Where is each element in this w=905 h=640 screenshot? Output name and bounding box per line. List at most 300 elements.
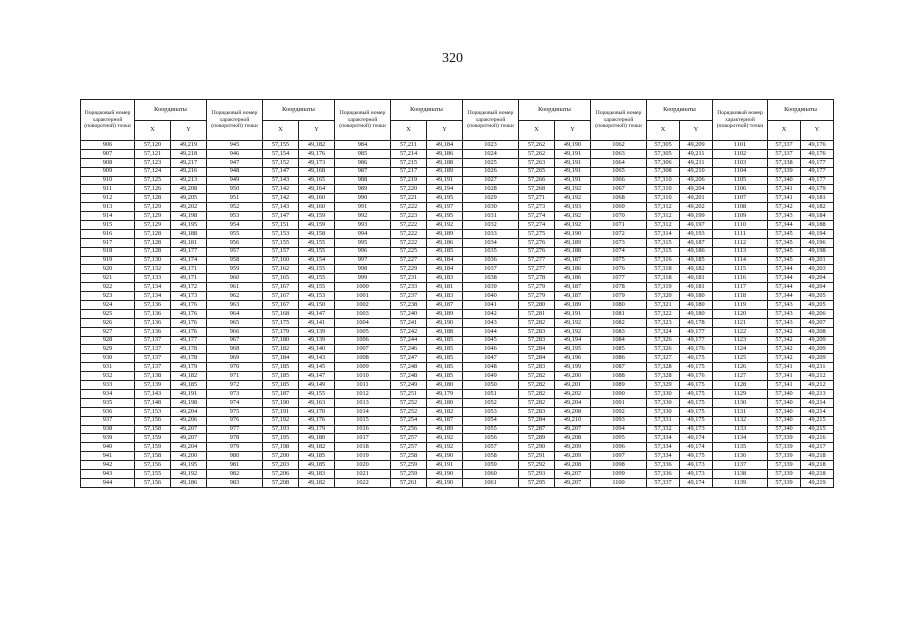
x-coordinate-cell: 57,185 bbox=[263, 363, 299, 372]
point-number-cell: 1026 bbox=[463, 167, 519, 176]
y-coordinate-cell: 49,187 bbox=[680, 238, 713, 247]
table-row bbox=[81, 167, 834, 176]
y-coordinate-cell: 49,191 bbox=[171, 389, 207, 398]
y-coordinate-cell: 49,150 bbox=[299, 301, 335, 310]
point-number-cell: 1052 bbox=[463, 398, 519, 407]
point-number-cell: 1083 bbox=[591, 327, 647, 336]
table-row bbox=[81, 452, 834, 461]
y-coordinate-cell: 49,194 bbox=[427, 185, 463, 194]
point-number-cell: 1113 bbox=[713, 247, 768, 256]
y-coordinate-cell: 49,173 bbox=[680, 461, 713, 470]
x-coordinate-cell: 57,244 bbox=[391, 336, 427, 345]
y-coordinate-cell: 49,189 bbox=[427, 229, 463, 238]
y-coordinate-cell: 49,143 bbox=[299, 354, 335, 363]
point-number-cell: 1004 bbox=[335, 318, 391, 327]
point-number-cell: 989 bbox=[335, 185, 391, 194]
point-number-cell: 1127 bbox=[713, 372, 768, 381]
x-coordinate-cell: 57,136 bbox=[135, 301, 171, 310]
point-number-cell: 1039 bbox=[463, 283, 519, 292]
point-number-cell: 1118 bbox=[713, 292, 768, 301]
x-coordinate-cell: 57,225 bbox=[391, 247, 427, 256]
x-coordinate-cell: 57,263 bbox=[519, 158, 555, 167]
x-coordinate-cell: 57,257 bbox=[391, 434, 427, 443]
x-coordinate-cell: 57,326 bbox=[647, 336, 680, 345]
point-number-cell: 1115 bbox=[713, 265, 768, 274]
x-coordinate-cell: 57,143 bbox=[263, 203, 299, 212]
x-coordinate-cell: 57,254 bbox=[391, 416, 427, 425]
y-coordinate-cell: 49,173 bbox=[680, 425, 713, 434]
y-coordinate-cell: 49,176 bbox=[171, 301, 207, 310]
point-number-cell: 1139 bbox=[713, 478, 768, 487]
point-number-cell: 1106 bbox=[713, 185, 768, 194]
x-coordinate-cell: 57,190 bbox=[263, 398, 299, 407]
x-coordinate-cell: 57,154 bbox=[263, 149, 299, 158]
y-coordinate-cell: 49,185 bbox=[680, 256, 713, 265]
y-coordinate-cell: 49,159 bbox=[299, 212, 335, 221]
x-coordinate-cell: 57,321 bbox=[647, 301, 680, 310]
point-number-cell: 976 bbox=[207, 416, 263, 425]
point-number-cell: 991 bbox=[335, 203, 391, 212]
header-y: Y bbox=[801, 121, 834, 141]
table-row bbox=[81, 301, 834, 310]
point-number-cell: 1061 bbox=[463, 478, 519, 487]
point-number-cell: 1087 bbox=[591, 363, 647, 372]
y-coordinate-cell: 49,204 bbox=[801, 283, 834, 292]
y-coordinate-cell: 49,140 bbox=[299, 345, 335, 354]
point-number-cell: 972 bbox=[207, 381, 263, 390]
point-number-cell: 1002 bbox=[335, 301, 391, 310]
y-coordinate-cell: 49,192 bbox=[555, 212, 591, 221]
y-coordinate-cell: 49,180 bbox=[680, 292, 713, 301]
table-row bbox=[81, 354, 834, 363]
table-row bbox=[81, 434, 834, 443]
point-number-cell: 1014 bbox=[335, 407, 391, 416]
point-number-cell: 933 bbox=[81, 381, 135, 390]
header-y: Y bbox=[427, 121, 463, 141]
x-coordinate-cell: 57,185 bbox=[263, 381, 299, 390]
x-coordinate-cell: 57,289 bbox=[519, 434, 555, 443]
point-number-cell: 1066 bbox=[591, 176, 647, 185]
point-number-cell: 1054 bbox=[463, 416, 519, 425]
x-coordinate-cell: 57,222 bbox=[391, 238, 427, 247]
x-coordinate-cell: 57,221 bbox=[391, 194, 427, 203]
x-coordinate-cell: 57,180 bbox=[263, 336, 299, 345]
y-coordinate-cell: 49,206 bbox=[801, 309, 834, 318]
x-coordinate-cell: 57,266 bbox=[519, 176, 555, 185]
y-coordinate-cell: 49,176 bbox=[801, 141, 834, 150]
x-coordinate-cell: 57,262 bbox=[519, 141, 555, 150]
y-coordinate-cell: 49,191 bbox=[427, 176, 463, 185]
x-coordinate-cell: 57,343 bbox=[768, 212, 801, 221]
point-number-cell: 1001 bbox=[335, 292, 391, 301]
point-number-cell: 1119 bbox=[713, 301, 768, 310]
point-number-cell: 1078 bbox=[591, 283, 647, 292]
y-coordinate-cell: 49,175 bbox=[680, 416, 713, 425]
x-coordinate-cell: 57,248 bbox=[391, 363, 427, 372]
y-coordinate-cell: 49,188 bbox=[427, 158, 463, 167]
point-number-cell: 1071 bbox=[591, 221, 647, 230]
point-number-cell: 1131 bbox=[713, 407, 768, 416]
x-coordinate-cell: 57,142 bbox=[263, 194, 299, 203]
y-coordinate-cell: 49,176 bbox=[171, 309, 207, 318]
y-coordinate-cell: 49,198 bbox=[171, 212, 207, 221]
y-coordinate-cell: 49,205 bbox=[801, 301, 834, 310]
x-coordinate-cell: 57,284 bbox=[519, 416, 555, 425]
x-coordinate-cell: 57,341 bbox=[768, 372, 801, 381]
header-coordinates: Координаты bbox=[519, 100, 591, 121]
y-coordinate-cell: 49,197 bbox=[427, 203, 463, 212]
point-number-cell: 1037 bbox=[463, 265, 519, 274]
point-number-cell: 1075 bbox=[591, 256, 647, 265]
point-number-cell: 949 bbox=[207, 176, 263, 185]
point-number-cell: 1042 bbox=[463, 309, 519, 318]
y-coordinate-cell: 49,209 bbox=[801, 336, 834, 345]
point-number-cell: 907 bbox=[81, 149, 135, 158]
x-coordinate-cell: 57,277 bbox=[519, 256, 555, 265]
y-coordinate-cell: 49,180 bbox=[427, 398, 463, 407]
point-number-cell: 918 bbox=[81, 247, 135, 256]
point-number-cell: 1092 bbox=[591, 407, 647, 416]
x-coordinate-cell: 57,344 bbox=[768, 274, 801, 283]
point-number-cell: 1072 bbox=[591, 229, 647, 238]
table-row bbox=[81, 309, 834, 318]
x-coordinate-cell: 57,343 bbox=[768, 301, 801, 310]
x-coordinate-cell: 57,158 bbox=[135, 425, 171, 434]
y-coordinate-cell: 49,180 bbox=[680, 309, 713, 318]
y-coordinate-cell: 49,208 bbox=[555, 407, 591, 416]
y-coordinate-cell: 49,195 bbox=[427, 194, 463, 203]
y-coordinate-cell: 49,183 bbox=[427, 274, 463, 283]
point-number-cell: 986 bbox=[335, 158, 391, 167]
y-coordinate-cell: 49,185 bbox=[427, 363, 463, 372]
x-coordinate-cell: 57,220 bbox=[391, 185, 427, 194]
y-coordinate-cell: 49,176 bbox=[801, 149, 834, 158]
y-coordinate-cell: 49,191 bbox=[555, 176, 591, 185]
x-coordinate-cell: 57,242 bbox=[391, 327, 427, 336]
point-number-cell: 1047 bbox=[463, 354, 519, 363]
point-number-cell: 970 bbox=[207, 363, 263, 372]
x-coordinate-cell: 57,193 bbox=[263, 425, 299, 434]
table-row bbox=[81, 469, 834, 478]
y-coordinate-cell: 49,179 bbox=[801, 185, 834, 194]
point-number-cell: 963 bbox=[207, 301, 263, 310]
y-coordinate-cell: 49,193 bbox=[555, 203, 591, 212]
point-number-cell: 1038 bbox=[463, 274, 519, 283]
point-number-cell: 1095 bbox=[591, 434, 647, 443]
x-coordinate-cell: 57,273 bbox=[519, 203, 555, 212]
point-number-cell: 950 bbox=[207, 185, 263, 194]
x-coordinate-cell: 57,330 bbox=[647, 398, 680, 407]
x-coordinate-cell: 57,128 bbox=[135, 194, 171, 203]
x-coordinate-cell: 57,156 bbox=[135, 416, 171, 425]
y-coordinate-cell: 49,187 bbox=[427, 301, 463, 310]
y-coordinate-cell: 49,179 bbox=[299, 425, 335, 434]
x-coordinate-cell: 57,187 bbox=[263, 389, 299, 398]
x-coordinate-cell: 57,128 bbox=[135, 238, 171, 247]
y-coordinate-cell: 49,182 bbox=[680, 265, 713, 274]
x-coordinate-cell: 57,344 bbox=[768, 292, 801, 301]
x-coordinate-cell: 57,291 bbox=[519, 452, 555, 461]
x-coordinate-cell: 57,159 bbox=[135, 434, 171, 443]
x-coordinate-cell: 57,222 bbox=[391, 229, 427, 238]
table-row bbox=[81, 345, 834, 354]
y-coordinate-cell: 49,209 bbox=[555, 443, 591, 452]
x-coordinate-cell: 57,334 bbox=[647, 434, 680, 443]
y-coordinate-cell: 49,186 bbox=[680, 247, 713, 256]
y-coordinate-cell: 49,205 bbox=[801, 292, 834, 301]
point-number-cell: 1102 bbox=[713, 149, 768, 158]
point-number-cell: 1094 bbox=[591, 425, 647, 434]
point-number-cell: 1045 bbox=[463, 336, 519, 345]
point-number-cell: 997 bbox=[335, 256, 391, 265]
x-coordinate-cell: 57,160 bbox=[263, 256, 299, 265]
x-coordinate-cell: 57,247 bbox=[391, 354, 427, 363]
point-number-cell: 1124 bbox=[713, 345, 768, 354]
point-number-cell: 1063 bbox=[591, 149, 647, 158]
point-number-cell: 964 bbox=[207, 309, 263, 318]
point-number-cell: 1027 bbox=[463, 176, 519, 185]
point-number-cell: 957 bbox=[207, 247, 263, 256]
point-number-cell: 1123 bbox=[713, 336, 768, 345]
x-coordinate-cell: 57,233 bbox=[391, 283, 427, 292]
y-coordinate-cell: 49,213 bbox=[801, 389, 834, 398]
table-row bbox=[81, 149, 834, 158]
y-coordinate-cell: 49,171 bbox=[171, 265, 207, 274]
x-coordinate-cell: 57,284 bbox=[519, 345, 555, 354]
y-coordinate-cell: 49,147 bbox=[299, 372, 335, 381]
y-coordinate-cell: 49,208 bbox=[555, 461, 591, 470]
point-number-cell: 1122 bbox=[713, 327, 768, 336]
x-coordinate-cell: 57,312 bbox=[647, 221, 680, 230]
y-coordinate-cell: 49,215 bbox=[801, 416, 834, 425]
y-coordinate-cell: 49,199 bbox=[680, 212, 713, 221]
table-row bbox=[81, 416, 834, 425]
point-number-cell: 1104 bbox=[713, 167, 768, 176]
x-coordinate-cell: 57,341 bbox=[768, 381, 801, 390]
x-coordinate-cell: 57,308 bbox=[647, 167, 680, 176]
x-coordinate-cell: 57,274 bbox=[519, 221, 555, 230]
x-coordinate-cell: 57,338 bbox=[768, 158, 801, 167]
y-coordinate-cell: 49,182 bbox=[299, 478, 335, 487]
y-coordinate-cell: 49,145 bbox=[299, 363, 335, 372]
x-coordinate-cell: 57,282 bbox=[519, 398, 555, 407]
x-coordinate-cell: 57,341 bbox=[768, 194, 801, 203]
x-coordinate-cell: 57,158 bbox=[135, 452, 171, 461]
point-number-cell: 1056 bbox=[463, 434, 519, 443]
x-coordinate-cell: 57,340 bbox=[768, 407, 801, 416]
point-number-cell: 968 bbox=[207, 345, 263, 354]
point-number-cell: 1099 bbox=[591, 469, 647, 478]
y-coordinate-cell: 49,211 bbox=[680, 158, 713, 167]
table-row bbox=[81, 265, 834, 274]
point-number-cell: 1033 bbox=[463, 229, 519, 238]
y-coordinate-cell: 49,185 bbox=[427, 354, 463, 363]
y-coordinate-cell: 49,158 bbox=[299, 229, 335, 238]
point-number-cell: 920 bbox=[81, 265, 135, 274]
point-number-cell: 948 bbox=[207, 167, 263, 176]
x-coordinate-cell: 57,331 bbox=[647, 416, 680, 425]
point-number-cell: 1067 bbox=[591, 185, 647, 194]
point-number-cell: 1024 bbox=[463, 149, 519, 158]
y-coordinate-cell: 49,186 bbox=[555, 265, 591, 274]
x-coordinate-cell: 57,330 bbox=[647, 407, 680, 416]
x-coordinate-cell: 57,282 bbox=[519, 381, 555, 390]
x-coordinate-cell: 57,342 bbox=[768, 336, 801, 345]
x-coordinate-cell: 57,258 bbox=[391, 452, 427, 461]
y-coordinate-cell: 49,218 bbox=[801, 469, 834, 478]
y-coordinate-cell: 49,201 bbox=[680, 194, 713, 203]
table-header bbox=[81, 100, 834, 141]
x-coordinate-cell: 57,339 bbox=[768, 434, 801, 443]
y-coordinate-cell: 49,139 bbox=[299, 327, 335, 336]
x-coordinate-cell: 57,191 bbox=[263, 407, 299, 416]
point-number-cell: 1077 bbox=[591, 274, 647, 283]
y-coordinate-cell: 49,177 bbox=[171, 336, 207, 345]
point-number-cell: 1074 bbox=[591, 247, 647, 256]
x-coordinate-cell: 57,195 bbox=[263, 434, 299, 443]
x-coordinate-cell: 57,156 bbox=[135, 478, 171, 487]
point-number-cell: 1030 bbox=[463, 203, 519, 212]
x-coordinate-cell: 57,340 bbox=[768, 176, 801, 185]
x-coordinate-cell: 57,147 bbox=[263, 212, 299, 221]
point-number-cell: 1081 bbox=[591, 309, 647, 318]
point-number-cell: 1044 bbox=[463, 327, 519, 336]
y-coordinate-cell: 49,202 bbox=[555, 389, 591, 398]
y-coordinate-cell: 49,210 bbox=[555, 416, 591, 425]
y-coordinate-cell: 49,154 bbox=[299, 256, 335, 265]
x-coordinate-cell: 57,257 bbox=[391, 443, 427, 452]
x-coordinate-cell: 57,282 bbox=[519, 318, 555, 327]
x-coordinate-cell: 57,328 bbox=[647, 363, 680, 372]
point-number-cell: 1070 bbox=[591, 212, 647, 221]
y-coordinate-cell: 49,188 bbox=[171, 229, 207, 238]
x-coordinate-cell: 57,283 bbox=[519, 407, 555, 416]
point-number-cell: 955 bbox=[207, 229, 263, 238]
point-number-cell: 1025 bbox=[463, 158, 519, 167]
point-number-cell: 932 bbox=[81, 372, 135, 381]
x-coordinate-cell: 57,217 bbox=[391, 167, 427, 176]
point-number-cell: 1065 bbox=[591, 167, 647, 176]
point-number-cell: 927 bbox=[81, 327, 135, 336]
point-number-cell: 1062 bbox=[591, 141, 647, 150]
x-coordinate-cell: 57,334 bbox=[647, 452, 680, 461]
x-coordinate-cell: 57,246 bbox=[391, 345, 427, 354]
point-number-cell: 979 bbox=[207, 443, 263, 452]
x-coordinate-cell: 57,340 bbox=[768, 398, 801, 407]
x-coordinate-cell: 57,316 bbox=[647, 256, 680, 265]
y-coordinate-cell: 49,194 bbox=[555, 336, 591, 345]
x-coordinate-cell: 57,123 bbox=[135, 158, 171, 167]
y-coordinate-cell: 49,176 bbox=[680, 372, 713, 381]
x-coordinate-cell: 57,151 bbox=[263, 221, 299, 230]
point-number-cell: 1008 bbox=[335, 354, 391, 363]
point-number-cell: 939 bbox=[81, 434, 135, 443]
header-y: Y bbox=[680, 121, 713, 141]
point-number-cell: 909 bbox=[81, 167, 135, 176]
point-number-cell: 1114 bbox=[713, 256, 768, 265]
x-coordinate-cell: 57,343 bbox=[768, 318, 801, 327]
header-point-number: Порядковый номер характерной (поворотной) точки bbox=[335, 100, 391, 141]
point-number-cell: 912 bbox=[81, 194, 135, 203]
y-coordinate-cell: 49,185 bbox=[427, 345, 463, 354]
y-coordinate-cell: 49,179 bbox=[427, 389, 463, 398]
point-number-cell: 993 bbox=[335, 221, 391, 230]
x-coordinate-cell: 57,231 bbox=[391, 274, 427, 283]
y-coordinate-cell: 49,176 bbox=[680, 345, 713, 354]
y-coordinate-cell: 49,182 bbox=[171, 372, 207, 381]
header-coordinates: Координаты bbox=[647, 100, 713, 121]
y-coordinate-cell: 49,198 bbox=[171, 398, 207, 407]
table-row bbox=[81, 363, 834, 372]
point-number-cell: 911 bbox=[81, 185, 135, 194]
point-number-cell: 977 bbox=[207, 425, 263, 434]
y-coordinate-cell: 49,155 bbox=[299, 389, 335, 398]
point-number-cell: 1093 bbox=[591, 416, 647, 425]
y-coordinate-cell: 49,155 bbox=[299, 283, 335, 292]
x-coordinate-cell: 57,208 bbox=[263, 478, 299, 487]
point-number-cell: 1020 bbox=[335, 461, 391, 470]
point-number-cell: 1011 bbox=[335, 381, 391, 390]
x-coordinate-cell: 57,130 bbox=[135, 256, 171, 265]
x-coordinate-cell: 57,305 bbox=[647, 141, 680, 150]
y-coordinate-cell: 49,149 bbox=[299, 381, 335, 390]
y-coordinate-cell: 49,163 bbox=[299, 398, 335, 407]
y-coordinate-cell: 49,147 bbox=[299, 309, 335, 318]
x-coordinate-cell: 57,344 bbox=[768, 221, 801, 230]
x-coordinate-cell: 57,211 bbox=[391, 141, 427, 150]
y-coordinate-cell: 49,187 bbox=[555, 256, 591, 265]
point-number-cell: 924 bbox=[81, 301, 135, 310]
point-number-cell: 973 bbox=[207, 389, 263, 398]
point-number-cell: 1019 bbox=[335, 452, 391, 461]
y-coordinate-cell: 49,178 bbox=[171, 345, 207, 354]
point-number-cell: 1000 bbox=[335, 283, 391, 292]
point-number-cell: 1107 bbox=[713, 194, 768, 203]
table-row bbox=[81, 292, 834, 301]
y-coordinate-cell: 49,207 bbox=[171, 425, 207, 434]
point-number-cell: 940 bbox=[81, 443, 135, 452]
x-coordinate-cell: 57,337 bbox=[768, 149, 801, 158]
x-coordinate-cell: 57,276 bbox=[519, 238, 555, 247]
x-coordinate-cell: 57,137 bbox=[135, 363, 171, 372]
x-coordinate-cell: 57,136 bbox=[135, 327, 171, 336]
y-coordinate-cell: 49,195 bbox=[555, 345, 591, 354]
x-coordinate-cell: 57,126 bbox=[135, 185, 171, 194]
point-number-cell: 1096 bbox=[591, 443, 647, 452]
x-coordinate-cell: 57,167 bbox=[263, 292, 299, 301]
x-coordinate-cell: 57,337 bbox=[768, 141, 801, 150]
y-coordinate-cell: 49,177 bbox=[680, 336, 713, 345]
table-row bbox=[81, 327, 834, 336]
coordinates-table bbox=[80, 99, 834, 488]
y-coordinate-cell: 49,178 bbox=[171, 354, 207, 363]
point-number-cell: 985 bbox=[335, 149, 391, 158]
table-row bbox=[81, 336, 834, 345]
point-number-cell: 1110 bbox=[713, 221, 768, 230]
x-coordinate-cell: 57,143 bbox=[263, 176, 299, 185]
x-coordinate-cell: 57,330 bbox=[647, 389, 680, 398]
y-coordinate-cell: 49,196 bbox=[555, 354, 591, 363]
table-row bbox=[81, 141, 834, 150]
x-coordinate-cell: 57,136 bbox=[135, 318, 171, 327]
y-coordinate-cell: 49,139 bbox=[299, 336, 335, 345]
point-number-cell: 1060 bbox=[463, 469, 519, 478]
y-coordinate-cell: 49,215 bbox=[801, 425, 834, 434]
x-coordinate-cell: 57,271 bbox=[519, 194, 555, 203]
x-coordinate-cell: 57,342 bbox=[768, 327, 801, 336]
y-coordinate-cell: 49,209 bbox=[680, 141, 713, 150]
table-row bbox=[81, 274, 834, 283]
